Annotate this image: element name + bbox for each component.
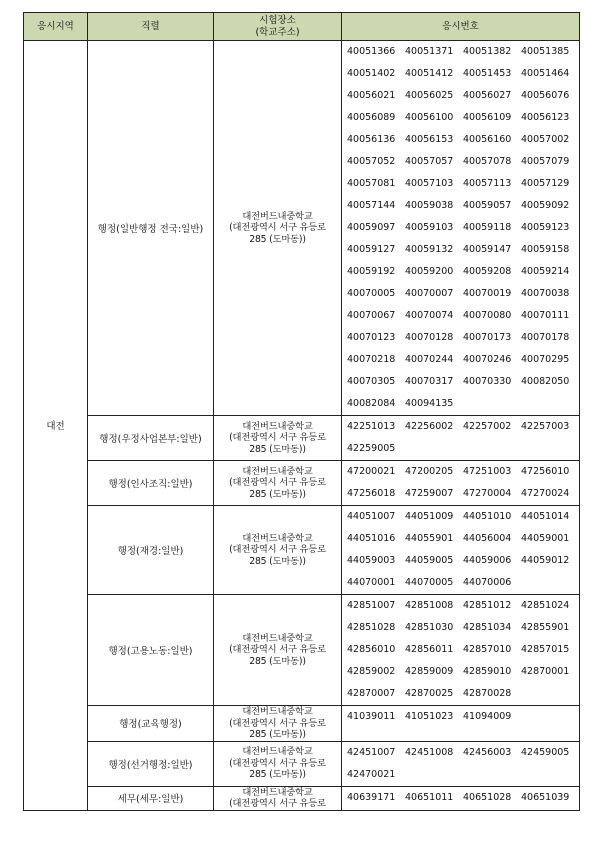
position-cell: 행정(인사조직:일반) — [88, 461, 214, 506]
exam-number-grid — [342, 706, 579, 728]
position-cell: 행정(교육행정) — [88, 706, 214, 742]
exam-number-grid — [342, 416, 579, 460]
site-line: 대전버드내중학교 — [242, 632, 313, 644]
exam-number-grid — [342, 595, 579, 705]
exam-number: 40059103 — [405, 222, 454, 233]
site-line: (대전광역시 서구 유등로 — [229, 644, 326, 656]
exam-number: 40070038 — [521, 288, 570, 299]
exam-number-grid — [342, 461, 579, 505]
site-cell — [214, 41, 342, 416]
exam-number: 40070330 — [463, 376, 512, 387]
exam-number: 42257002 — [463, 421, 512, 432]
table-row — [24, 595, 580, 706]
exam-number: 47251003 — [463, 466, 512, 477]
site-line: (대전광역시 서구 유등로 — [229, 544, 326, 556]
exam-number: 44056004 — [463, 533, 512, 544]
region-cell: 대전 — [24, 41, 88, 811]
exam-number: 40057113 — [463, 178, 512, 189]
exam-number: 40059147 — [463, 244, 512, 255]
exam-number: 40070218 — [347, 354, 396, 365]
site-cell — [214, 461, 342, 506]
header-region: 응시지역 — [24, 13, 88, 41]
exam-number: 40082050 — [521, 376, 570, 387]
exam-number: 42851028 — [347, 622, 396, 633]
table-body — [24, 41, 580, 811]
exam-number: 40070305 — [347, 376, 396, 387]
exam-number: 40057081 — [347, 178, 396, 189]
exam-number: 42857015 — [521, 644, 570, 655]
position-cell: 행정(일반행정 전국:일반) — [88, 41, 214, 416]
exam-number: 42251013 — [347, 421, 396, 432]
header-site-line2: (학교주소) — [255, 26, 300, 38]
exam-number: 44059006 — [463, 555, 512, 566]
site-cell — [214, 786, 342, 810]
exam-number: 44059005 — [405, 555, 454, 566]
exam-numbers-cell — [342, 461, 580, 506]
exam-number: 42859010 — [463, 666, 512, 677]
table-row — [24, 786, 580, 810]
site-line: (대전광역시 서구 유등로 — [229, 222, 326, 234]
exam-number: 40056136 — [347, 134, 396, 145]
exam-number: 41039011 — [347, 711, 396, 722]
exam-number: 42259005 — [347, 443, 396, 454]
exam-numbers-cell — [342, 741, 580, 786]
exam-number: 40070246 — [463, 354, 512, 365]
site-line: 대전버드내중학교 — [242, 706, 313, 717]
position-cell: 행정(고용노동:일반) — [88, 595, 214, 706]
exam-number: 40059118 — [463, 222, 512, 233]
exam-number: 40056109 — [463, 112, 512, 123]
exam-number: 40059158 — [521, 244, 570, 255]
exam-number: 42851012 — [463, 600, 512, 611]
table-row — [24, 506, 580, 595]
site-line: 대전버드내중학교 — [242, 420, 313, 432]
exam-number: 40059132 — [405, 244, 454, 255]
site-line: 285 (도마동)) — [249, 655, 306, 667]
site-line: 대전버드내중학교 — [242, 210, 313, 222]
exam-number: 40057144 — [347, 200, 396, 211]
exam-number: 42459005 — [521, 746, 570, 758]
exam-number: 40070074 — [405, 310, 454, 321]
exam-number: 42851030 — [405, 622, 454, 633]
exam-number: 42870007 — [347, 688, 396, 699]
exam-numbers-cell — [342, 506, 580, 595]
exam-assignment-table — [23, 12, 580, 811]
exam-number: 42470021 — [347, 768, 396, 780]
exam-number: 42870001 — [521, 666, 570, 677]
exam-number: 40651039 — [521, 791, 570, 803]
site-line: 285 (도마동)) — [249, 769, 306, 781]
table-row — [24, 41, 580, 416]
exam-number: 40056160 — [463, 134, 512, 145]
exam-number-grid — [342, 506, 579, 594]
exam-number: 40057052 — [347, 156, 396, 167]
exam-number: 47200021 — [347, 466, 396, 477]
exam-number: 40070080 — [463, 310, 512, 321]
exam-number: 47256010 — [521, 466, 570, 477]
exam-number: 42451007 — [347, 746, 396, 758]
exam-number: 40059192 — [347, 266, 396, 277]
site-line: 285 (도마동)) — [249, 555, 306, 567]
exam-number: 44070005 — [405, 577, 454, 588]
exam-number: 40057057 — [405, 156, 454, 167]
table-row — [24, 741, 580, 786]
site-cell — [214, 595, 342, 706]
exam-number: 42851007 — [347, 600, 396, 611]
exam-number: 40056076 — [521, 90, 570, 101]
header-position: 직렬 — [88, 13, 214, 41]
site-line: (대전광역시 서구 유등로 — [229, 717, 326, 729]
exam-numbers-cell — [342, 595, 580, 706]
table-row — [24, 706, 580, 742]
exam-number: 47259007 — [405, 488, 454, 499]
header-site — [214, 13, 342, 41]
exam-number: 47256018 — [347, 488, 396, 499]
exam-number: 42855901 — [521, 622, 570, 633]
exam-number: 42851008 — [405, 600, 454, 611]
exam-number: 40056027 — [463, 90, 512, 101]
exam-number: 44051010 — [463, 511, 512, 522]
position-cell: 행정(재경:일반) — [88, 506, 214, 595]
exam-number: 42451008 — [405, 746, 454, 758]
position-cell: 행정(선거행정:일반) — [88, 741, 214, 786]
site-line: (대전광역시 서구 유등로 — [229, 798, 326, 809]
exam-number: 42856011 — [405, 644, 454, 655]
position-cell: 세무(세무:일반) — [88, 786, 214, 810]
exam-numbers-cell — [342, 786, 580, 810]
exam-number: 40639171 — [347, 791, 396, 803]
exam-number: 40059123 — [521, 222, 570, 233]
exam-number: 40056100 — [405, 112, 454, 123]
site-line: 285 (도마동)) — [249, 443, 306, 455]
exam-number: 40059057 — [463, 200, 512, 211]
exam-number: 40051402 — [347, 68, 396, 79]
exam-number: 44051014 — [521, 511, 570, 522]
header-numbers: 응시번호 — [342, 13, 580, 41]
exam-number: 47200205 — [405, 466, 454, 477]
exam-number: 44051007 — [347, 511, 396, 522]
exam-number: 47270004 — [463, 488, 512, 499]
exam-number: 42256002 — [405, 421, 454, 432]
exam-numbers-cell — [342, 416, 580, 461]
exam-number: 44055901 — [405, 533, 454, 544]
exam-number: 40070123 — [347, 332, 396, 343]
exam-number: 42870028 — [463, 688, 512, 699]
exam-number: 40070244 — [405, 354, 454, 365]
exam-number: 40070317 — [405, 376, 454, 387]
exam-number: 40059214 — [521, 266, 570, 277]
header-row — [24, 13, 580, 41]
exam-number: 40056021 — [347, 90, 396, 101]
exam-number: 44070006 — [463, 577, 512, 588]
exam-number: 40057129 — [521, 178, 570, 189]
exam-number: 42851034 — [463, 622, 512, 633]
exam-number: 41094009 — [463, 711, 512, 722]
exam-number: 40051453 — [463, 68, 512, 79]
exam-number-grid — [342, 742, 579, 786]
site-line: 대전버드내중학교 — [242, 746, 313, 758]
exam-number: 40057103 — [405, 178, 454, 189]
exam-number: 40056089 — [347, 112, 396, 123]
exam-number: 42870025 — [405, 688, 454, 699]
exam-number: 40056123 — [521, 112, 570, 123]
exam-number: 47270024 — [521, 488, 570, 499]
exam-number: 40070019 — [463, 288, 512, 299]
exam-number: 40059038 — [405, 200, 454, 211]
exam-number: 41051023 — [405, 711, 454, 722]
exam-number: 40651028 — [463, 791, 512, 803]
exam-number: 44059003 — [347, 555, 396, 566]
exam-number: 44051009 — [405, 511, 454, 522]
position-cell: 행정(우정사업본부:일반) — [88, 416, 214, 461]
site-line: 대전버드내중학교 — [242, 465, 313, 477]
exam-number: 40070295 — [521, 354, 570, 365]
site-line: 대전버드내중학교 — [242, 532, 313, 544]
exam-number: 40057002 — [521, 134, 570, 145]
exam-numbers-cell — [342, 41, 580, 416]
exam-number: 44059012 — [521, 555, 570, 566]
exam-number-grid — [342, 787, 579, 809]
table-row — [24, 416, 580, 461]
site-line: 285 (도마동)) — [249, 233, 306, 245]
exam-number: 40070178 — [521, 332, 570, 343]
table-row — [24, 461, 580, 506]
exam-number: 40070007 — [405, 288, 454, 299]
exam-number: 40051382 — [463, 46, 512, 57]
exam-number: 42851024 — [521, 600, 570, 611]
exam-number: 42456003 — [463, 746, 512, 758]
exam-numbers-cell — [342, 706, 580, 742]
exam-number: 40082084 — [347, 398, 396, 409]
exam-number: 40051366 — [347, 46, 396, 57]
site-cell — [214, 706, 342, 742]
exam-number: 40051385 — [521, 46, 570, 57]
exam-number: 40056025 — [405, 90, 454, 101]
site-line: (대전광역시 서구 유등로 — [229, 757, 326, 769]
site-line: (대전광역시 서구 유등로 — [229, 432, 326, 444]
exam-number: 42257003 — [521, 421, 570, 432]
exam-number: 40070067 — [347, 310, 396, 321]
exam-number: 40056153 — [405, 134, 454, 145]
exam-number: 40057078 — [463, 156, 512, 167]
site-line: 285 (도마동)) — [249, 729, 306, 740]
site-cell — [214, 416, 342, 461]
site-cell — [214, 506, 342, 595]
exam-number: 40059092 — [521, 200, 570, 211]
site-cell — [214, 741, 342, 786]
exam-number: 40070005 — [347, 288, 396, 299]
exam-number: 40051412 — [405, 68, 454, 79]
exam-number: 44051016 — [347, 533, 396, 544]
exam-number: 40059097 — [347, 222, 396, 233]
header-site-line1: 시험장소 — [259, 14, 296, 26]
exam-number: 40070111 — [521, 310, 570, 321]
exam-number: 40070173 — [463, 332, 512, 343]
site-line: 대전버드내중학교 — [242, 786, 313, 798]
exam-number-grid — [342, 41, 579, 415]
site-line: 285 (도마동)) — [249, 488, 306, 500]
exam-number: 40059127 — [347, 244, 396, 255]
exam-number: 44059001 — [521, 533, 570, 544]
exam-number: 42856010 — [347, 644, 396, 655]
exam-number: 42859009 — [405, 666, 454, 677]
exam-number: 40059200 — [405, 266, 454, 277]
exam-number: 42857010 — [463, 644, 512, 655]
exam-number: 42859002 — [347, 666, 396, 677]
exam-number: 40070128 — [405, 332, 454, 343]
exam-number: 40651011 — [405, 791, 454, 803]
exam-number: 40051464 — [521, 68, 570, 79]
site-line: (대전광역시 서구 유등로 — [229, 477, 326, 489]
exam-number: 40051371 — [405, 46, 454, 57]
exam-number: 44070001 — [347, 577, 396, 588]
exam-number: 40094135 — [405, 398, 454, 409]
exam-number: 40059208 — [463, 266, 512, 277]
exam-number: 40057079 — [521, 156, 570, 167]
